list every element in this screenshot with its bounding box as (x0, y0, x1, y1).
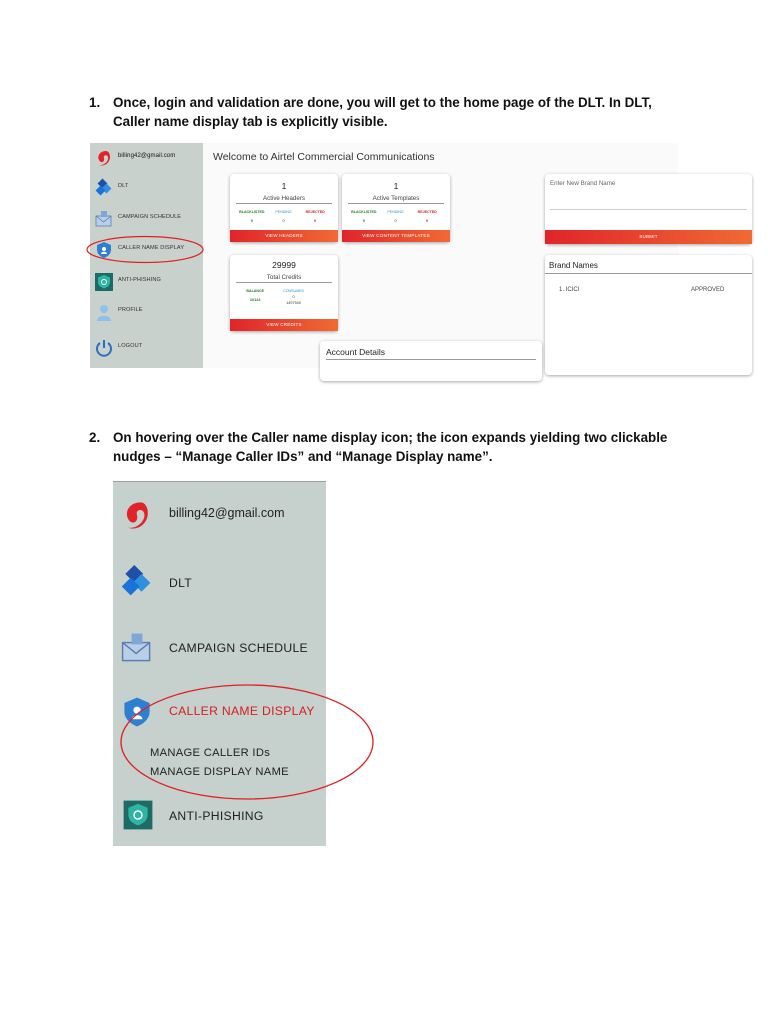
balance-stat (236, 289, 274, 302)
sidebar-item-label: LOGOUT (118, 343, 143, 349)
sidebar-item-label: DLT (118, 183, 129, 189)
credits-count: 29999 (272, 260, 296, 270)
templates-count: 1 (393, 181, 399, 191)
active-templates-card (342, 174, 450, 242)
new-brand-card (545, 174, 752, 244)
user-email: billing42@gmail.com (118, 153, 176, 159)
brand-status: APPROVED (691, 287, 725, 293)
sidebar-item-profile[interactable] (94, 300, 203, 324)
anti-phishing-icon (122, 799, 154, 831)
sidebar-item-caller-name-display[interactable] (94, 238, 203, 262)
sidebar (90, 143, 203, 368)
sidebar-item-dlt[interactable] (113, 562, 326, 606)
rejected-stat (411, 210, 443, 223)
brand-names-card (545, 255, 752, 375)
brand-name: 1. ICICI (559, 287, 580, 293)
consumed-stat (274, 289, 312, 305)
step-number: 1. (89, 95, 101, 110)
brand-names-title: Brand Names (549, 261, 598, 270)
sidebar-item-anti-phishing[interactable] (113, 796, 326, 840)
stat-label: CONSUMED (283, 289, 305, 293)
stat-value: 0 (282, 219, 285, 223)
templates-title: Active Templates (348, 195, 444, 204)
profile-icon (94, 302, 114, 322)
sidebar-item-label: PROFILE (118, 307, 143, 313)
stat-value: 0 (394, 219, 397, 223)
sidebar-item-label: ANTI-PHISHING (118, 277, 161, 283)
sidebar-item-campaign-schedule[interactable] (113, 628, 326, 672)
sidebar-item-label: CALLER NAME DISPLAY (118, 245, 185, 251)
rejected-stat (299, 210, 331, 223)
account-details-title: Account Details (326, 347, 386, 357)
stat-label: BALANCE (246, 289, 264, 293)
credits-stats (236, 289, 332, 309)
headers-stats (236, 210, 332, 230)
stat-label: PENDING (275, 210, 292, 214)
sidebar-item-label: CALLER NAME DISPLAY (169, 704, 315, 718)
stat-label: REJECTED (305, 210, 325, 214)
welcome-title: Welcome to Airtel Commercial Communications (213, 151, 435, 163)
hover-menu-screenshot (113, 481, 326, 846)
sidebar-item-caller-name-display[interactable] (113, 692, 326, 736)
divider (326, 359, 536, 360)
shield-icon (119, 694, 155, 730)
brand-name-input[interactable]: Enter New Brand Name (550, 180, 616, 187)
stat-value: 0 (362, 219, 365, 223)
stat-label: REJECTED (417, 210, 437, 214)
step-text: Once, login and validation are done, you will get to the home page of the DLT. In DLT, Caller name display tab is explicitly visible. (113, 95, 652, 129)
sidebar-item-label: DLT (169, 576, 193, 590)
pending-stat (380, 210, 412, 223)
active-headers-card (230, 174, 338, 242)
dlt-home-screenshot (90, 143, 725, 368)
sidebar-item-label: CAMPAIGN SCHEDULE (169, 641, 308, 655)
stat-value: 0 (426, 219, 429, 223)
step-text: On hovering over the Caller name display icon; the icon expands yielding two clickable nudges – “Manage Caller IDs” and “Manage Display name”. (113, 430, 668, 464)
divider (545, 273, 752, 274)
dlt-icon (94, 178, 114, 198)
sidebar-item-anti-phishing[interactable] (94, 270, 203, 294)
sidebar-item-label: ANTI-PHISHING (169, 809, 264, 823)
manage-display-name-link[interactable]: MANAGE DISPLAY NAME (150, 766, 289, 778)
submit-button[interactable]: SUBMIT (545, 230, 752, 244)
total-credits-card (230, 255, 338, 331)
user-email: billing42@gmail.com (169, 506, 285, 520)
dashboard-main (203, 143, 725, 368)
stat-label: BLACKLISTED (351, 210, 377, 214)
credits-title: Total Credits (236, 274, 332, 283)
manage-caller-ids-link[interactable]: MANAGE CALLER IDs (150, 747, 271, 759)
shield-icon (94, 240, 114, 260)
view-headers-button[interactable]: VIEW HEADERS (230, 230, 338, 242)
power-icon (94, 338, 114, 358)
sidebar-item-campaign-schedule[interactable] (94, 207, 203, 231)
campaign-icon (119, 630, 155, 666)
input-underline (550, 209, 747, 210)
dlt-icon (119, 564, 155, 600)
headers-title: Active Headers (236, 195, 332, 204)
airtel-logo-icon (94, 148, 114, 168)
step-number: 2. (89, 430, 101, 445)
stat-value: 0 (314, 219, 317, 223)
blacklisted-stat (348, 210, 380, 223)
sidebar-item-dlt[interactable] (94, 176, 203, 200)
sidebar-user (113, 495, 326, 539)
stat-value: 0 (250, 219, 253, 223)
headers-count: 1 (281, 181, 287, 191)
stat-value: 10124 (249, 298, 261, 302)
view-credits-button[interactable]: VIEW CREDITS (230, 319, 338, 331)
blacklisted-stat (236, 210, 268, 223)
pending-stat (268, 210, 300, 223)
stat-label: BLACKLISTED (239, 210, 265, 214)
anti-phishing-icon (94, 272, 114, 292)
sidebar-user (94, 146, 203, 170)
account-details-card (320, 341, 542, 381)
sidebar-item-logout[interactable] (94, 336, 203, 360)
sidebar-item-label: CAMPAIGN SCHEDULE (118, 214, 182, 220)
stat-value: 0 (292, 295, 295, 299)
stat-label: PENDING (387, 210, 404, 214)
templates-stats (348, 210, 444, 230)
view-content-templates-button[interactable]: VIEW CONTENT TEMPLATES (342, 230, 450, 242)
stat-extra-value: 1497500 (286, 301, 301, 305)
campaign-icon (94, 209, 114, 229)
airtel-logo-icon (119, 497, 155, 533)
